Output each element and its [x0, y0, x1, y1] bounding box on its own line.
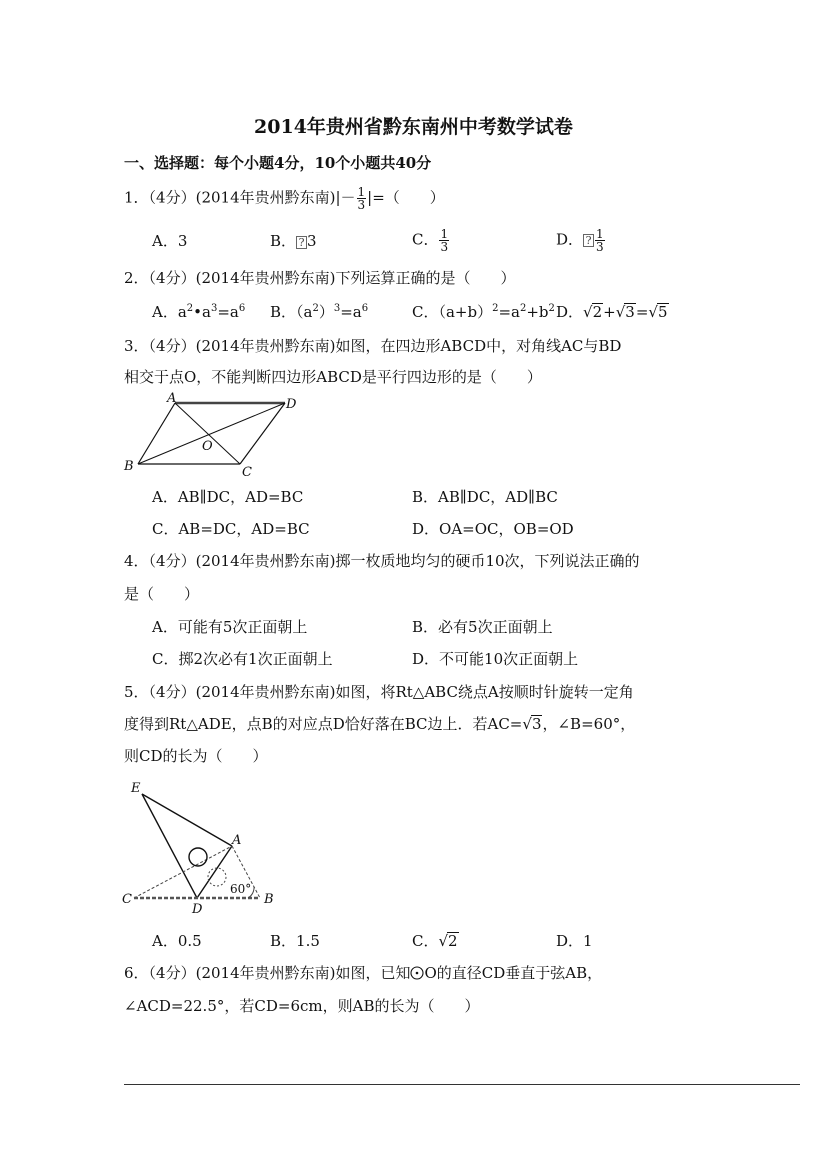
question-1-stem: 1．（4分）(2014年贵州黔东南)|－ $\frac{1}{3}$ |=（ ）	[124, 185, 445, 212]
side-ab	[138, 403, 175, 464]
question-2-stem: 2．（4分）(2014年贵州黔东南)下列运算正确的是（ ）	[124, 269, 516, 287]
question-4-line1: 4．（4分）(2014年贵州黔东南)掷一枚质地均匀的硬币10次，下列说法正确的	[124, 552, 640, 570]
q5-option-c: C．√2	[412, 932, 458, 950]
label-b: B	[124, 459, 134, 474]
question-4-line2: 是（ ）	[124, 585, 200, 603]
label-o: O	[202, 439, 213, 454]
side-ca	[134, 846, 232, 898]
question-5-line3: 则CD的长为（ ）	[124, 747, 268, 765]
q1-option-a: A．3	[152, 232, 188, 250]
q5-option-b: B．1.5	[270, 932, 320, 950]
q4-option-b: B．必有5次正面朝上	[412, 618, 553, 636]
q4-option-d: D．不可能10次正面朝上	[412, 650, 579, 668]
q1-option-d: D． ? $\frac{1}{3}$	[556, 227, 604, 254]
question-6-line2: ∠ACD=22.5°，若CD=6cm，则AB的长为（ ）	[124, 997, 480, 1015]
q1-option-b: B． ? 3	[270, 232, 317, 250]
q3-option-d: D．OA=OC，OB=OD	[412, 520, 574, 538]
label-d: D	[286, 397, 297, 412]
label-c: C	[122, 892, 132, 907]
label-d: D	[192, 902, 203, 916]
diagonal-ac	[175, 403, 240, 464]
missing-glyph-icon: ?	[583, 234, 594, 247]
question-5-line1: 5．（4分）(2014年贵州黔东南)如图，将Rt△ABC绕点A按顺时针旋转一定角	[124, 683, 634, 701]
q2-option-a: A．$a^2•a^3=a^6$	[152, 303, 246, 321]
footer-divider	[124, 1084, 800, 1085]
label-c: C	[242, 465, 252, 480]
label-e: E	[131, 781, 141, 796]
page-title: 2014年贵州省黔东南州中考数学试卷	[254, 116, 573, 138]
right-angle-marker	[189, 848, 207, 866]
q5-option-d: D．1	[556, 932, 593, 950]
q2-option-c: C．$(a+b)^2=a^2+b^2$	[412, 303, 555, 321]
q4-option-c: C．掷2次必有1次正面朝上	[152, 650, 333, 668]
label-b: B	[264, 892, 274, 907]
q3-option-a: A．AB∥DC，AD=BC	[152, 488, 304, 506]
label-a: A	[167, 391, 177, 406]
q2-option-d: D．√2+√3=√5	[556, 303, 668, 321]
question-3-line1: 3．（4分）(2014年贵州黔东南)如图，在四边形ABCD中，对角线AC与BD	[124, 337, 622, 355]
circle-dot-icon	[410, 966, 424, 980]
q4-option-a: A．可能有5次正面朝上	[152, 618, 308, 636]
question-5-line2: 度得到Rt△ADE，点B的对应点D恰好落在BC边上．若AC=√3，∠B=60°，	[124, 715, 636, 733]
q2-option-b: B．$(a^2)^3=a^6$	[270, 303, 369, 321]
section-heading: 一、选择题：每个小题4分，10个小题共40分	[124, 154, 432, 172]
q5-option-a: A．0.5	[152, 932, 202, 950]
q3-parallelogram-figure	[120, 390, 320, 480]
missing-glyph-icon: ?	[296, 236, 307, 249]
label-a: A	[232, 833, 242, 848]
angle-label: 60°	[230, 882, 252, 896]
question-6-line1: 6．（4分）(2014年贵州黔东南)如图，已知 O的直径CD垂直于弦AB，	[124, 964, 603, 982]
q3-option-b: B．AB∥DC，AD∥BC	[412, 488, 558, 506]
q3-option-c: C．AB=DC，AD=BC	[152, 520, 310, 538]
side-ad	[197, 846, 232, 898]
q5-rotation-figure	[120, 776, 280, 916]
q1-option-c: C． $\frac{1}{3}$	[412, 227, 449, 254]
fraction-one-third: $\frac{1}{3}$	[357, 185, 366, 212]
question-3-line2: 相交于点O，不能判断四边形ABCD是平行四边形的是（ ）	[124, 368, 542, 386]
